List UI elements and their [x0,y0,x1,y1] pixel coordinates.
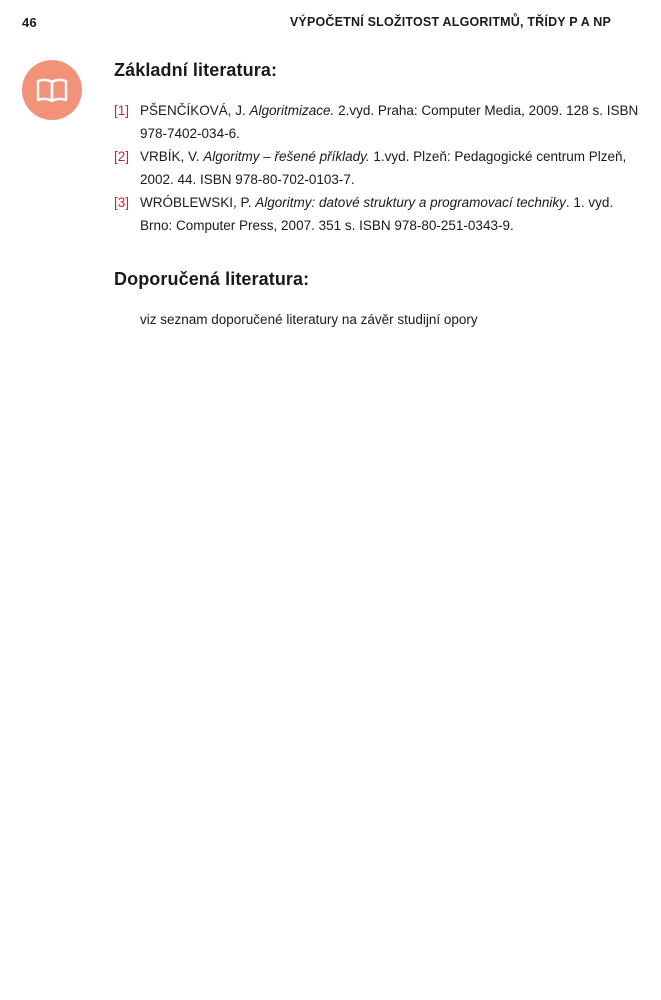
open-book-glyph [36,77,68,103]
reference-marker: [1] [114,103,130,118]
reference-title: Algoritmy – řešené příklady. [203,149,370,164]
reference-title: Algoritmy: datové struktury a programovací techniky [255,195,566,210]
recommended-literature-heading: Doporučená literatura: [114,269,310,289]
reference-marker: [3] [114,195,130,210]
reference-marker: [2] [114,149,130,164]
reference-title: Algoritmizace. [249,103,335,118]
page-number: 46 [22,15,37,30]
reference-author: VRBÍK, V. [140,149,204,164]
reference-author: WRÓBLEWSKI, P. [140,195,256,210]
reference-item [114,145,642,191]
reference-item [114,191,642,237]
reference-details: . 1. vyd. Brno: Computer Press, 2007. 351 s. ISBN 978-80-251-0343-9. [140,195,614,233]
recommended-literature-text: viz seznam doporučené literatury na závěr studijní opory [140,312,478,327]
reference-list [114,99,642,237]
running-header: VÝPOČETNÍ SLOŽITOST ALGORITMŮ, TŘÍDY P A NP [289,15,611,29]
reference-details: 2.vyd. Praha: Computer Media, 2009. 128 s. ISBN 978-7402-034-6. [140,103,639,141]
reference-details: 1.vyd. Plzeň: Pedagogické centrum Plzeň, 2002. 44. ISBN 978-80-702-0103-7. [140,149,627,187]
reference-text [140,103,638,141]
reference-text [140,195,613,233]
open-book-icon [22,60,82,120]
reference-text [140,149,626,187]
reference-author: PŠENČÍKOVÁ, J. [140,103,250,118]
reference-item [114,99,642,145]
basic-literature-heading: Základní literatura: [114,60,278,80]
